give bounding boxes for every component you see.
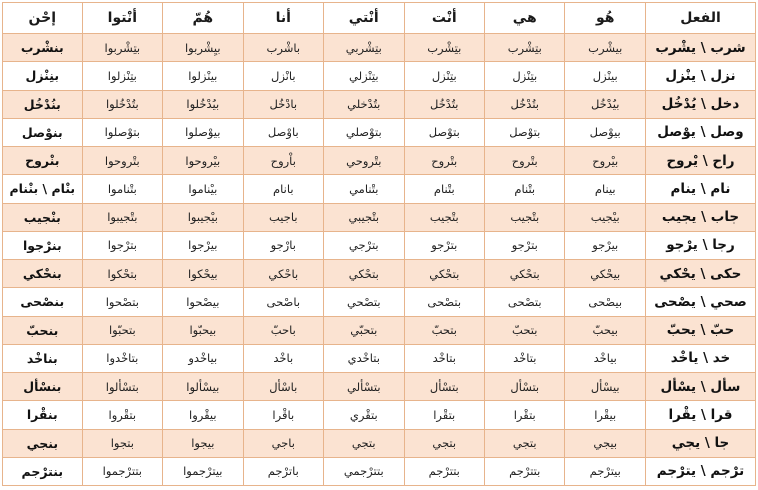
conjugation-cell: بتْجيب — [404, 203, 484, 231]
conjugation-cell: بتْنام — [485, 175, 565, 203]
conjugation-cell: بتصْحي — [324, 288, 404, 316]
verb-cell: سأل \ يسْأل — [645, 373, 755, 401]
conjugation-cell: بتْجيب — [485, 203, 565, 231]
verb-cell: دخل \ يُدْخُل — [645, 90, 755, 118]
table-row — [3, 457, 756, 485]
conjugation-cell: بتحبّي — [324, 316, 404, 344]
conjugation-cell: بتترْجموا — [82, 457, 162, 485]
conjugation-cell: بترْجي — [324, 231, 404, 259]
conjugation-cell: بتاخْدي — [324, 344, 404, 372]
conjugation-cell: بانام — [243, 175, 323, 203]
table-row — [3, 429, 756, 457]
conjugation-cell: بياخْد — [565, 344, 645, 372]
conjugation-cell: بنِنْزل — [3, 62, 83, 90]
table-row — [3, 203, 756, 231]
table-row — [3, 344, 756, 372]
header-row — [3, 3, 756, 34]
conjugation-cell: بيجوا — [163, 429, 243, 457]
conjugation-cell: بارْجو — [243, 231, 323, 259]
conjugation-cell: بتِشْرب — [404, 34, 484, 62]
verb-cell: نزل \ ينْزل — [645, 62, 755, 90]
conjugation-cell: بيْناموا — [163, 175, 243, 203]
verb-cell: ترْجم \ يترْجم — [645, 457, 755, 485]
table-row — [3, 288, 756, 316]
conjugation-cell: بتُدْخُل — [404, 90, 484, 118]
conjugation-cell: بيصْحى — [565, 288, 645, 316]
conjugation-cell: بتسْألي — [324, 373, 404, 401]
conjugation-cell: بتِشْربوا — [82, 34, 162, 62]
table-row — [3, 401, 756, 429]
conjugation-cell: بترْجو — [404, 231, 484, 259]
verb-cell: حبّ \ يحبّ — [645, 316, 755, 344]
header-cell-humma: هُمّ — [163, 3, 243, 34]
conjugation-cell: بنجي — [3, 429, 83, 457]
conjugation-cell: بتحْكي — [485, 260, 565, 288]
conjugation-cell: بنْروح — [3, 147, 83, 175]
conjugation-cell: بتْنامي — [324, 175, 404, 203]
conjugation-cell: بيرْجوا — [163, 231, 243, 259]
verb-cell: رجا \ يرْجو — [645, 231, 755, 259]
conjugation-table — [2, 2, 756, 486]
conjugation-cell: بيحبّوا — [163, 316, 243, 344]
conjugation-cell: بتوْصلي — [324, 118, 404, 146]
conjugation-cell: بتسْألوا — [82, 373, 162, 401]
conjugation-cell: بتْروحوا — [82, 147, 162, 175]
conjugation-cell: باخْد — [243, 344, 323, 372]
table-row — [3, 373, 756, 401]
conjugation-cell: بناخْد — [3, 344, 83, 372]
conjugation-cell: بيرْجو — [565, 231, 645, 259]
conjugation-cell: بتاخْد — [485, 344, 565, 372]
conjugation-cell: بنصْحى — [3, 288, 83, 316]
conjugation-cell: بيترْجم — [565, 457, 645, 485]
verb-cell: شرب \ يشْرب — [645, 34, 755, 62]
conjugation-cell: بتصْحى — [485, 288, 565, 316]
conjugation-cell: بيْجيب — [565, 203, 645, 231]
conjugation-cell: بتِشْربي — [324, 34, 404, 62]
conjugation-cell: باسْأل — [243, 373, 323, 401]
conjugation-cell: بتسْأل — [485, 373, 565, 401]
conjugation-cell: باجي — [243, 429, 323, 457]
conjugation-cell: بيصْحوا — [163, 288, 243, 316]
conjugation-cell: بيشْرب — [565, 34, 645, 62]
conjugation-cell: بنشْرب — [3, 34, 83, 62]
conjugation-cell: بتقْري — [324, 401, 404, 429]
conjugation-cell: باحبّ — [243, 316, 323, 344]
table-row — [3, 118, 756, 146]
conjugation-cell: بتِنْزل — [404, 62, 484, 90]
header-cell-huwa: هُو — [565, 3, 645, 34]
conjugation-cell: بتسْأل — [404, 373, 484, 401]
conjugation-cell: بتقْروا — [82, 401, 162, 429]
conjugation-cell: بتقْرا — [485, 401, 565, 429]
conjugation-cell: بينْزلوا — [163, 62, 243, 90]
conjugation-cell: بنسْأل — [3, 373, 83, 401]
table-row — [3, 62, 756, 90]
conjugation-cell: باصْحى — [243, 288, 323, 316]
conjugation-cell: باحْكي — [243, 260, 323, 288]
verb-cell: جا \ يجي — [645, 429, 755, 457]
conjugation-cell: بتاخْدوا — [82, 344, 162, 372]
conjugation-cell: بتِشْرب — [485, 34, 565, 62]
conjugation-cell: بتجي — [324, 429, 404, 457]
verb-cell: راح \ يْروح — [645, 147, 755, 175]
conjugation-cell: بتْجيبوا — [82, 203, 162, 231]
conjugation-cell: بتجي — [485, 429, 565, 457]
conjugation-cell: بتجوا — [82, 429, 162, 457]
conjugation-cell: بينْزل — [565, 62, 645, 90]
conjugation-cell: بيقْروا — [163, 401, 243, 429]
conjugation-cell: بنرْجوا — [3, 231, 83, 259]
conjugation-cell: بتترْجم — [485, 457, 565, 485]
header-cell-intu: أنْتوا — [82, 3, 162, 34]
conjugation-cell: بيْروحوا — [163, 147, 243, 175]
conjugation-cell: بيْجيبوا — [163, 203, 243, 231]
conjugation-cell: بيْروح — [565, 147, 645, 175]
header-cell-hiya: هي — [485, 3, 565, 34]
conjugation-cell: بنْام \ بنْنام — [3, 175, 83, 203]
conjugation-cell: بنُدْخُل — [3, 90, 83, 118]
table-row — [3, 316, 756, 344]
conjugation-cell: بتحبّ — [485, 316, 565, 344]
conjugation-cell: بتوْصل — [404, 118, 484, 146]
conjugation-cell: بتاخْد — [404, 344, 484, 372]
conjugation-cell: بترْجوا — [82, 231, 162, 259]
conjugation-cell: بيحْكي — [565, 260, 645, 288]
conjugation-cell: بيحبّ — [565, 316, 645, 344]
conjugation-cell: بنترْجم — [3, 457, 83, 485]
conjugation-cell: بتوْصل — [485, 118, 565, 146]
verb-cell: جاب \ يجيب — [645, 203, 755, 231]
conjugation-cell: بتْروحي — [324, 147, 404, 175]
conjugation-cell: باترْجم — [243, 457, 323, 485]
conjugation-cell: بتْروح — [404, 147, 484, 175]
verb-cell: صحي \ يصْحى — [645, 288, 755, 316]
conjugation-cell: بترْجو — [485, 231, 565, 259]
verb-cell: حكى \ يحْكي — [645, 260, 755, 288]
verb-cell: خد \ ياخْد — [645, 344, 755, 372]
conjugation-cell: بتترْجم — [404, 457, 484, 485]
conjugation-cell: بتُدْخُل — [485, 90, 565, 118]
conjugation-cell: بادْخُل — [243, 90, 323, 118]
conjugation-cell: بنقْرا — [3, 401, 83, 429]
conjugation-cell: بتوْصلوا — [82, 118, 162, 146]
table-row — [3, 90, 756, 118]
conjugation-cell: بيقْرا — [565, 401, 645, 429]
conjugation-cell: باوْصل — [243, 118, 323, 146]
conjugation-cell: بتترْجمي — [324, 457, 404, 485]
table-row — [3, 175, 756, 203]
conjugation-cell: بيُدْخُلوا — [163, 90, 243, 118]
conjugation-cell: بيُدْخُل — [565, 90, 645, 118]
conjugation-cell: بتُدْخلي — [324, 90, 404, 118]
header-cell-inti: أنْتي — [324, 3, 404, 34]
conjugation-cell: بتِنْزلوا — [82, 62, 162, 90]
header-cell-verb: الفعل — [645, 3, 755, 34]
conjugation-cell: باْروح — [243, 147, 323, 175]
conjugation-cell: بتقْرا — [404, 401, 484, 429]
conjugation-cell: بتْجيبي — [324, 203, 404, 231]
conjugation-cell: بنحْكي — [3, 260, 83, 288]
table-row — [3, 147, 756, 175]
conjugation-cell: بتصْحوا — [82, 288, 162, 316]
verb-cell: وصل \ يوْصل — [645, 118, 755, 146]
conjugation-cell: بيوْصل — [565, 118, 645, 146]
conjugation-cell: بيوْصلوا — [163, 118, 243, 146]
conjugation-cell: بتحبّوا — [82, 316, 162, 344]
conjugation-cell: باجيب — [243, 203, 323, 231]
conjugation-cell: بيحْكوا — [163, 260, 243, 288]
conjugation-cell: بتُدْخُلوا — [82, 90, 162, 118]
conjugation-cell: بتحْكي — [404, 260, 484, 288]
conjugation-cell: بتصْحى — [404, 288, 484, 316]
conjugation-cell: بيِشْربوا — [163, 34, 243, 62]
verb-cell: نام \ ينام — [645, 175, 755, 203]
table-row — [3, 34, 756, 62]
table-body — [3, 34, 756, 486]
header-cell-inta: أنْت — [404, 3, 484, 34]
table-row — [3, 231, 756, 259]
conjugation-cell: بتحبّ — [404, 316, 484, 344]
table-row — [3, 260, 756, 288]
conjugation-cell: بيسْألوا — [163, 373, 243, 401]
conjugation-cell: بتْروح — [485, 147, 565, 175]
conjugation-cell: بيترْجموا — [163, 457, 243, 485]
conjugation-cell: بتحْكوا — [82, 260, 162, 288]
conjugation-cell: بتْنام — [404, 175, 484, 203]
conjugation-cell: بتِنْزل — [485, 62, 565, 90]
conjugation-cell: باقْرا — [243, 401, 323, 429]
verb-cell: قرا \ يقْرا — [645, 401, 755, 429]
conjugation-cell: بياخْدو — [163, 344, 243, 372]
conjugation-cell: بانْزل — [243, 62, 323, 90]
conjugation-cell: بتحْكي — [324, 260, 404, 288]
conjugation-cell: بيسْأل — [565, 373, 645, 401]
conjugation-cell: باشْرب — [243, 34, 323, 62]
conjugation-cell: بيجي — [565, 429, 645, 457]
conjugation-cell: بنْجيب — [3, 203, 83, 231]
conjugation-cell: بتِنْزلي — [324, 62, 404, 90]
conjugation-cell: بنحبّ — [3, 316, 83, 344]
conjugation-cell: بينام — [565, 175, 645, 203]
conjugation-cell: بتجي — [404, 429, 484, 457]
header-cell-ihna: إحْن — [3, 3, 83, 34]
conjugation-cell: بنوْصل — [3, 118, 83, 146]
header-cell-ana: أنا — [243, 3, 323, 34]
conjugation-cell: بتْناموا — [82, 175, 162, 203]
